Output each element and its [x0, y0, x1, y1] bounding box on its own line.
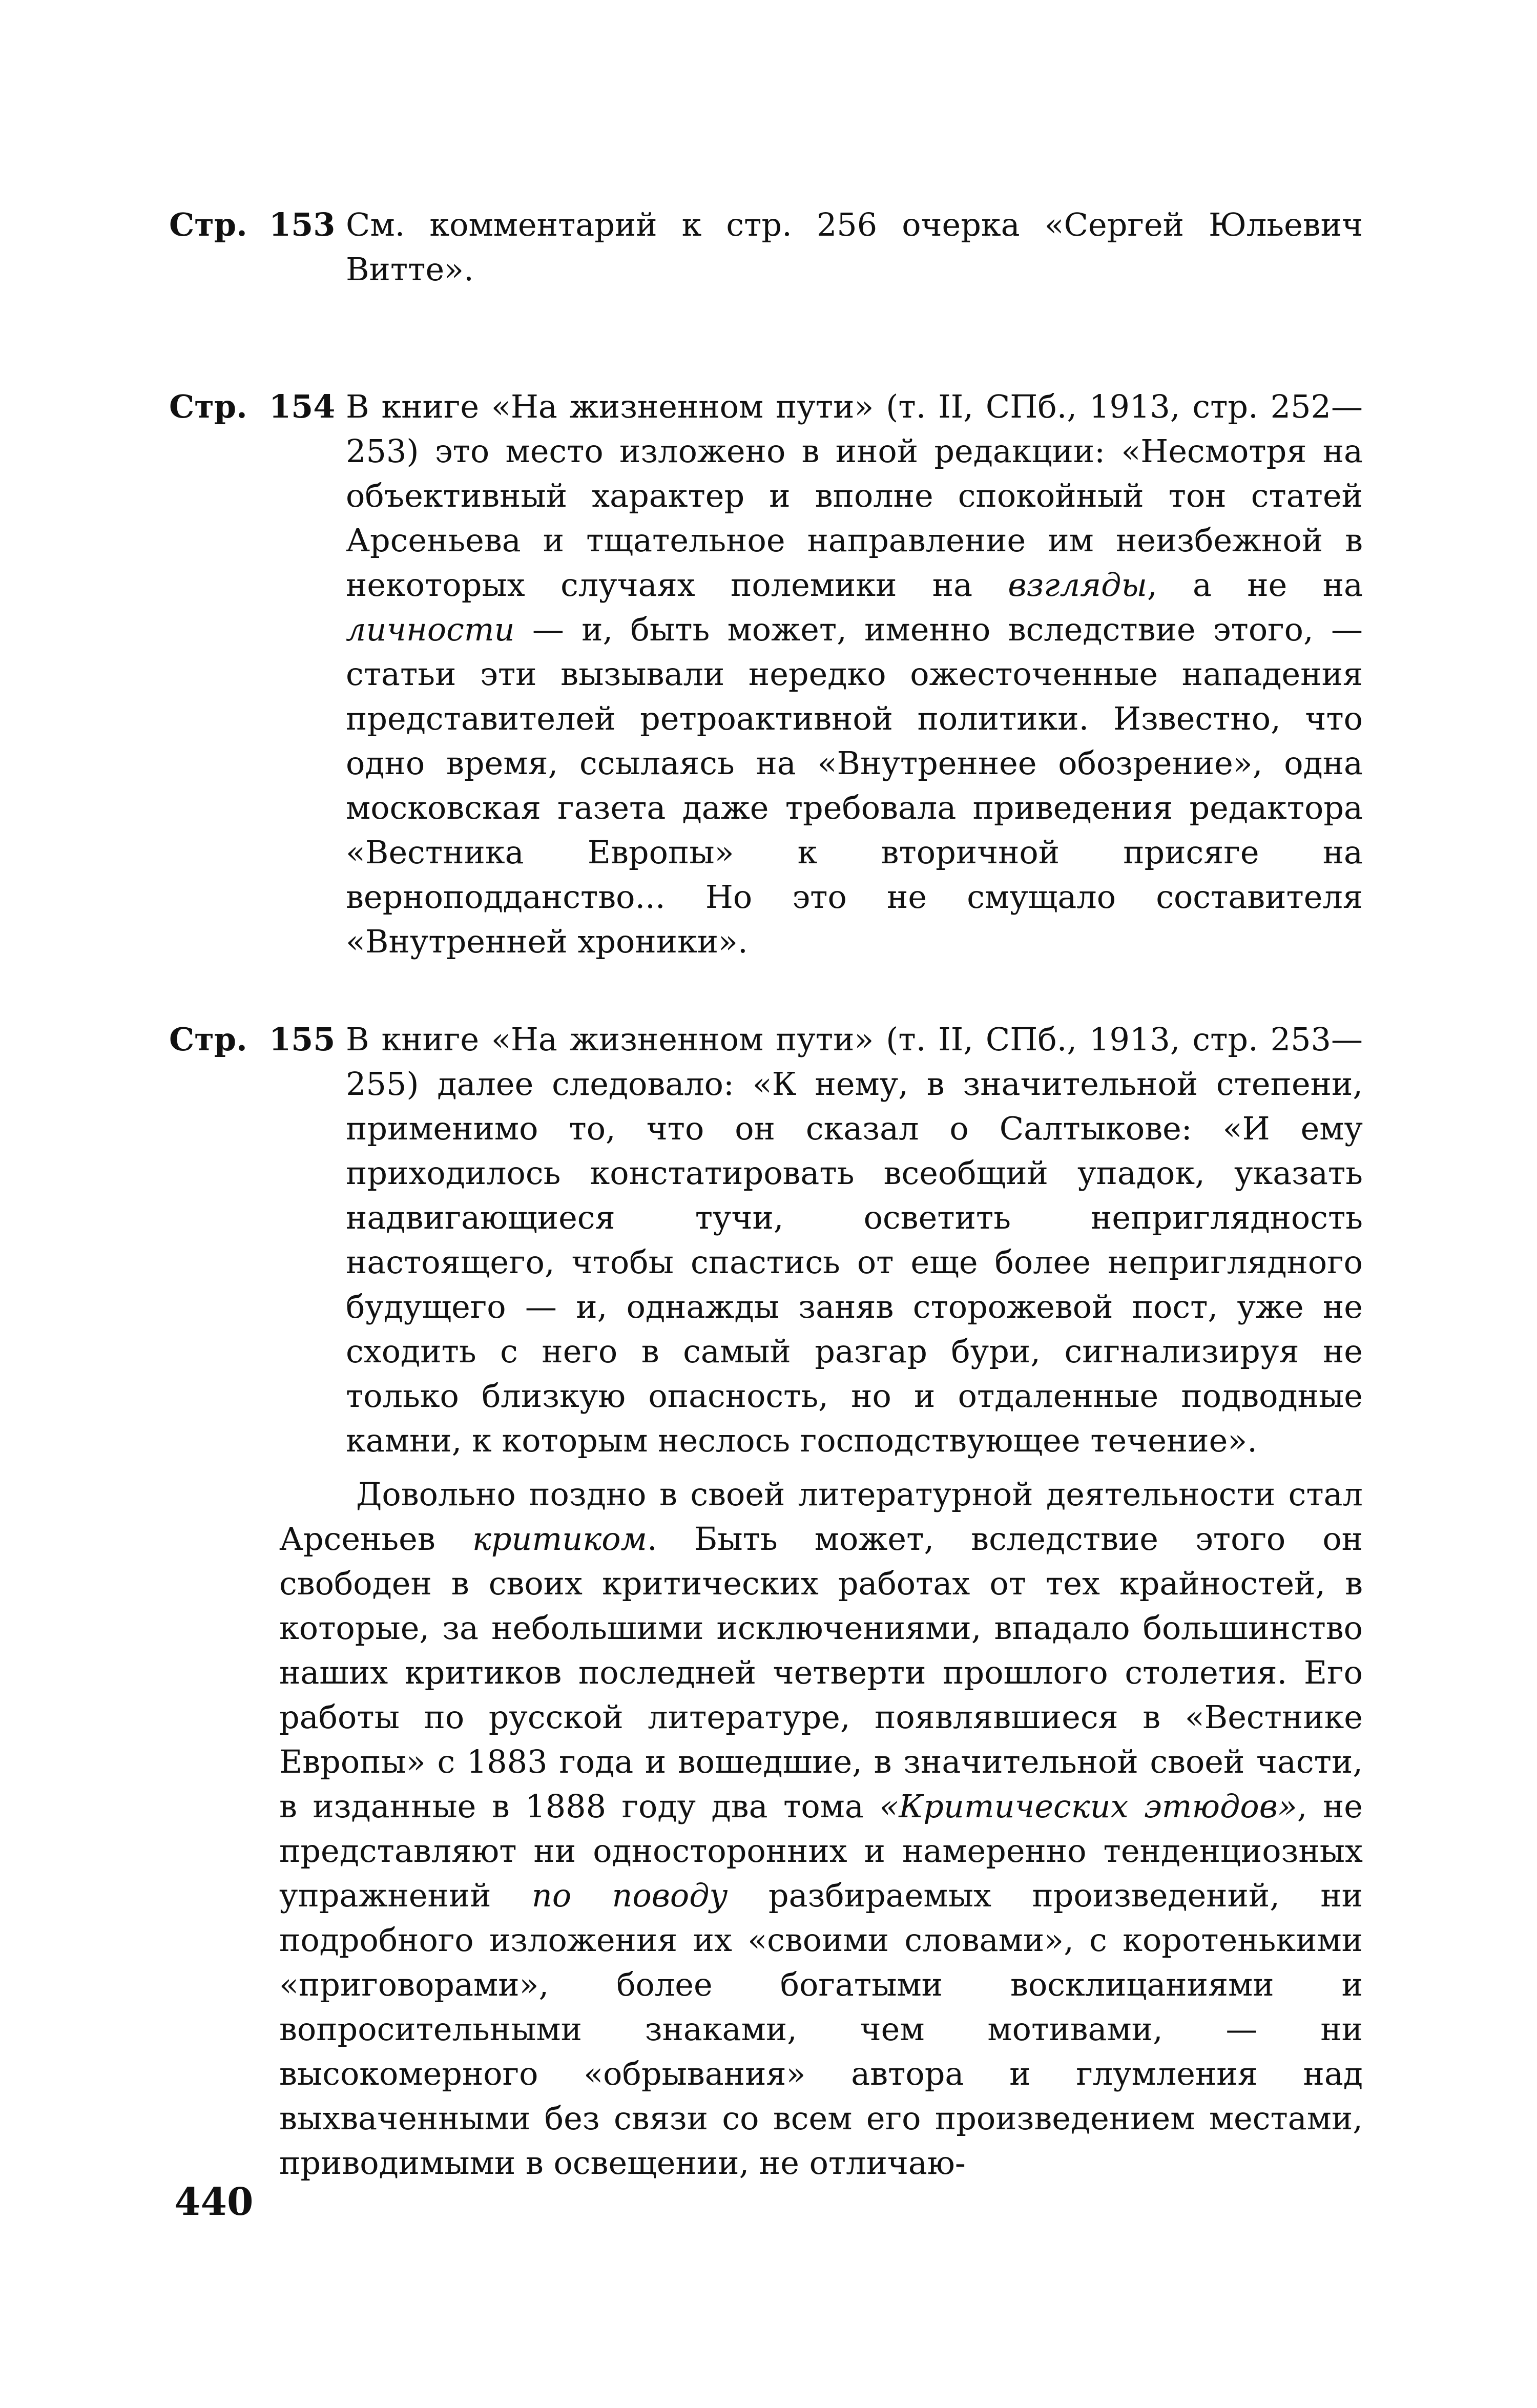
- commentary-entry-155: [169, 1017, 1363, 2185]
- text-run: Довольно поздно в своей литературной деятельности стал Арсеньев: [279, 1476, 1363, 1558]
- page-ref-number: 155: [269, 1021, 336, 1058]
- text-run: . Быть может, вследствие этого он свободен в своих критических работах от тех крайностей, в которые, за небольшими исключениями, впадало большинство наших критиков последней четверти прошлого столетия. Его работы по русской литературе, появлявшиеся в «Вестнике Европы» с 1883 года и вошедшие, в значительной своей части, в изданные в 1888 году два тома: [279, 1520, 1363, 1825]
- commentary-text: См. комментарий к стр. 256 очерка «Сергей Юльевич Витте».: [346, 206, 1363, 288]
- commentary-entry-153: [169, 202, 1363, 292]
- italic-run: по поводу: [531, 1877, 728, 1914]
- page-ref-number: 154: [269, 388, 336, 425]
- italic-run: взгляды: [1008, 566, 1147, 604]
- page-ref-number: 153: [269, 206, 336, 243]
- text-run: В книге «На жизненном пути» (т. II, СПб., 1913, стр. 252—253) это место изложено в иной редакции: «Несмотря на объективный характер и вполне спокойный тон статей Арсеньева и тщательное направление им неизбежной в некоторых случаях полемики на: [346, 388, 1363, 604]
- text-run: , а не на: [1147, 566, 1363, 604]
- italic-run: критиком: [472, 1520, 647, 1558]
- page-number: 440: [174, 2180, 254, 2224]
- page-ref-label: Стр.: [169, 206, 247, 243]
- italic-run: «Критических этюдов»: [879, 1788, 1297, 1825]
- text-run: , не представляют ни односторонних и намеренно тенденциозных упражнений: [279, 1788, 1363, 1914]
- text-run: — и, быть может, именно вследствие этого, — статьи эти вызывали нередко ожесточенные нападения представителей ретроактивной политики. Известно, что одно время, ссылаясь на «Внутреннее обозрение», одна московская газета даже требовала приведения редактора «Вестника Европы» к вторичной присяге на верноподданство... Но это не смущало составителя «Внутренней хроники».: [346, 611, 1363, 960]
- commentary-text: [346, 384, 1363, 964]
- text-run: разбираемых произведений, ни подробного изложения их «своими словами», с коротенькими «приговорами», более богатыми восклицаниями и вопросительными знаками, чем мотивами, — ни высокомерного «обрывания» автора и глумления над выхваченными без связи со всем его произведением местами, приводимыми в освещении, не отличаю-: [279, 1877, 1363, 2182]
- commentary-text: В книге «На жизненном пути» (т. II, СПб., 1913, стр. 253—255) далее следовало: «К нему, в значительной степени, применимо то, что он сказал о Салтыкове: «И ему приходилось констатировать всеобщий упадок, указать надвигающиеся тучи, осветить неприглядность настоящего, чтобы спастись от еще более неприглядного будущего — и, однажды заняв сторожевой пост, уже не сходить с него в самый разгар бури, сигнализируя не только близкую опасность, но и отдаленные подводные камни, к которым неслось господствующее течение».: [346, 1021, 1363, 1459]
- commentary-entry-154: [169, 384, 1363, 964]
- page-ref-label: Стр.: [169, 1021, 247, 1058]
- italic-run: личности: [346, 611, 515, 648]
- commentary-paragraph: [279, 1472, 1363, 2185]
- page-ref-label: Стр.: [169, 388, 247, 425]
